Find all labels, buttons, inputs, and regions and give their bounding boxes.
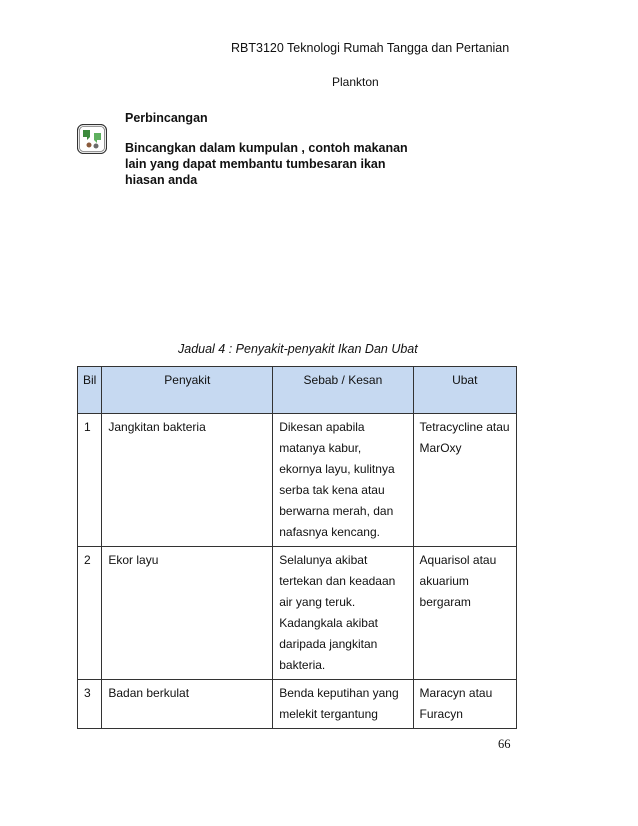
cell-line: akuarium xyxy=(419,574,469,588)
discussion-text: Bincangkan dalam kumpulan , contoh makanan lain yang dapat membantu tumbesaran ikan hiasan anda xyxy=(125,141,408,187)
cell-line: Benda keputihan yang xyxy=(279,686,399,700)
cell-bil: 1 xyxy=(78,414,102,547)
discussion-title: Perbincangan xyxy=(125,111,208,125)
cell-line: Kadangkala akibat xyxy=(279,616,378,630)
cell-sebab xyxy=(273,680,413,729)
discussion-icon xyxy=(77,124,107,154)
cell-sebab xyxy=(273,547,413,680)
disease-table xyxy=(77,366,517,729)
cell-ubat xyxy=(413,680,516,729)
table-caption: Jadual 4 : Penyakit-penyakit Ikan Dan Ubat xyxy=(178,342,418,356)
cell-line: tertekan dan keadaan xyxy=(279,574,396,588)
cell-bil: 3 xyxy=(78,680,102,729)
cell-bil: 2 xyxy=(78,547,102,680)
column-header-ubat: Ubat xyxy=(413,367,516,414)
cell-line: berwarna merah, dan xyxy=(279,504,394,518)
cell-penyakit: Ekor layu xyxy=(102,547,273,680)
cell-penyakit: Jangkitan bakteria xyxy=(102,414,273,547)
cell-line: Tetracycline atau xyxy=(419,420,510,434)
table-row xyxy=(78,414,517,547)
cell-line: ekornya layu, kulitnya xyxy=(279,462,395,476)
cell-line: MarOxy xyxy=(419,441,462,455)
page-header-course: RBT3120 Teknologi Rumah Tangga dan Pertanian xyxy=(231,41,510,55)
cell-line: bergaram xyxy=(419,595,471,609)
cell-line: Maracyn atau xyxy=(419,686,493,700)
cell-line: Dikesan apabila xyxy=(279,420,365,434)
column-header-penyakit: Penyakit xyxy=(102,367,273,414)
cell-line: Aquarisol atau xyxy=(419,553,497,567)
column-header-sebab: Sebab / Kesan xyxy=(273,367,413,414)
cell-line: Selalunya akibat xyxy=(279,553,368,567)
cell-line: nafasnya kencang. xyxy=(279,525,380,539)
table-row xyxy=(78,547,517,680)
table-row xyxy=(78,680,517,729)
cell-penyakit: Badan berkulat xyxy=(102,680,273,729)
cell-line: daripada jangkitan xyxy=(279,637,378,651)
cell-ubat xyxy=(413,414,516,547)
page-header-topic: Plankton xyxy=(332,75,379,89)
cell-line: Furacyn xyxy=(419,707,463,721)
cell-line: air yang teruk. xyxy=(279,595,356,609)
cell-line: serba tak kena atau xyxy=(279,483,385,497)
cell-line: bakteria. xyxy=(279,658,326,672)
table-header-row xyxy=(78,367,517,414)
column-header-bil: Bil xyxy=(78,367,102,414)
page-number: 66 xyxy=(498,737,511,751)
cell-line: melekit tergantung xyxy=(279,707,378,721)
cell-ubat xyxy=(413,547,516,680)
cell-sebab xyxy=(273,414,413,547)
cell-line: matanya kabur, xyxy=(279,441,362,455)
